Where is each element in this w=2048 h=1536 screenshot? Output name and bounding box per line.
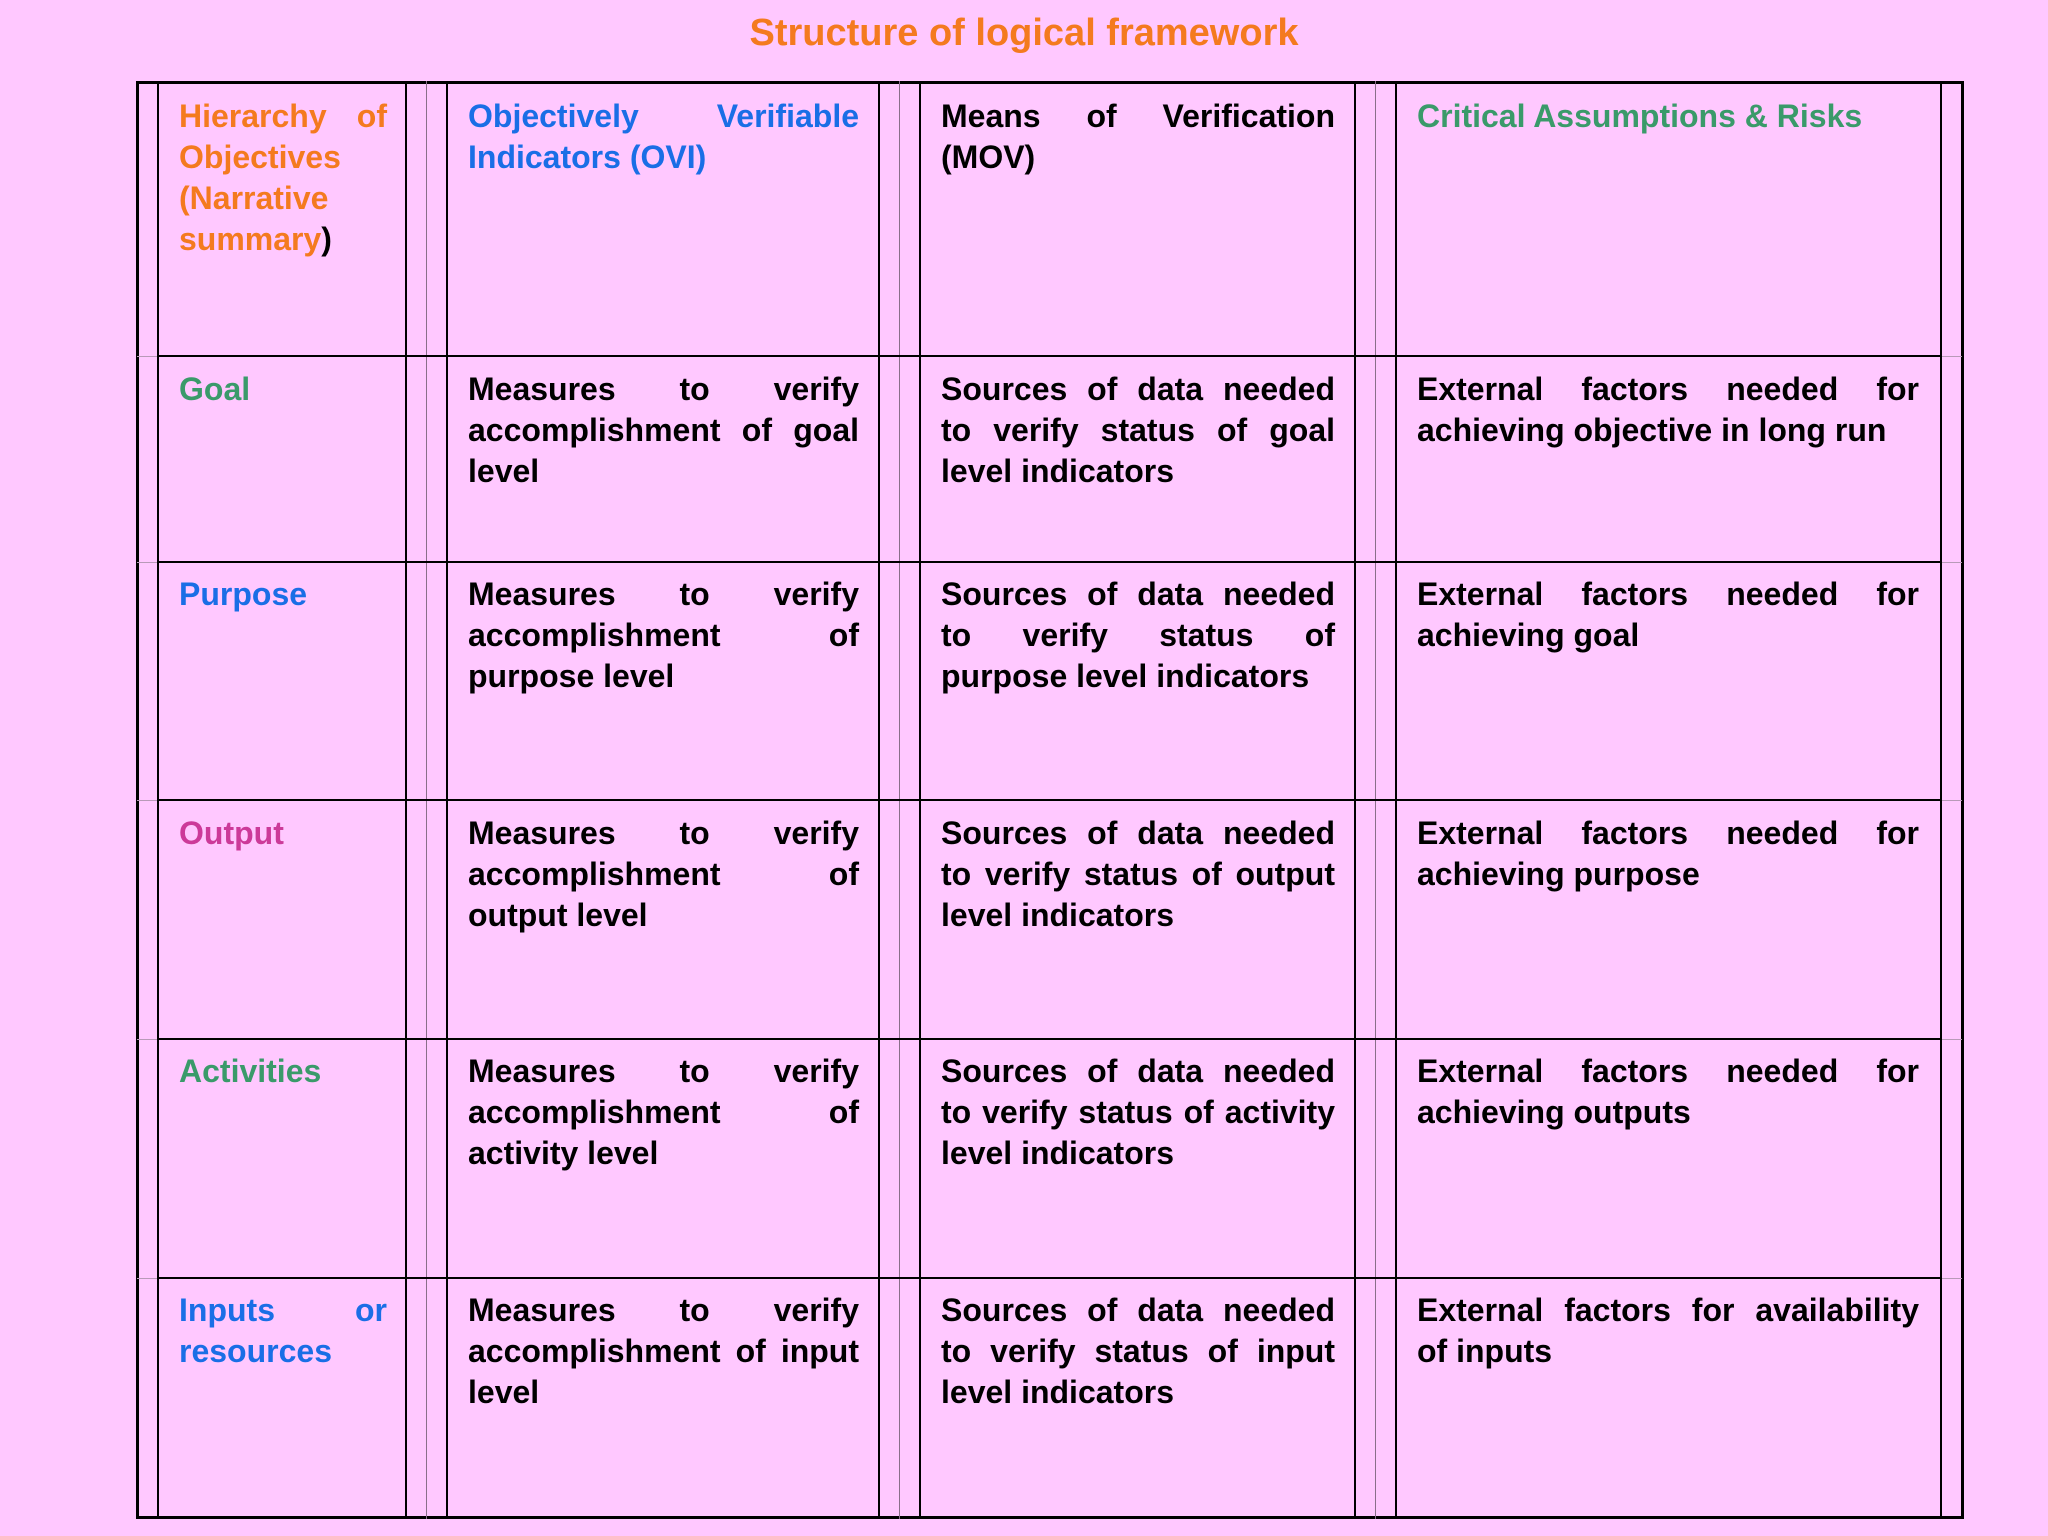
row-label-output: Output bbox=[179, 815, 284, 851]
ovi-inputs: Measures to verify accomplishment of input level bbox=[468, 1292, 859, 1410]
assumptions-goal: External factors needed for achieving objective in long run bbox=[1417, 371, 1919, 448]
row-divider bbox=[137, 562, 157, 563]
header-hierarchy-text: Hierarchy of Objectives (Narrative summary bbox=[179, 98, 387, 257]
row-divider bbox=[157, 1277, 1942, 1279]
header-mov: Means of Verification (MOV) bbox=[941, 98, 1335, 175]
page-title: Structure of logical framework bbox=[749, 12, 1299, 54]
header-ovi: Objectively Verifiable Indicators (OVI) bbox=[468, 98, 859, 175]
row-divider bbox=[157, 1038, 1942, 1040]
mov-activities: Sources of data needed to verify status of activity level indicators bbox=[941, 1053, 1335, 1171]
row-label-inputs: Inputs or resources bbox=[179, 1292, 387, 1369]
mov-goal: Sources of data needed to verify status of goal level indicators bbox=[941, 371, 1335, 489]
assumptions-inputs: External factors for availability of inputs bbox=[1417, 1292, 1919, 1369]
mov-inputs: Sources of data needed to verify status of input level indicators bbox=[941, 1292, 1335, 1410]
header-hierarchy bbox=[179, 96, 387, 260]
ovi-activities: Measures to verify accomplishment of activity level bbox=[468, 1053, 859, 1171]
row-divider bbox=[137, 1039, 157, 1040]
ovi-purpose: Measures to verify accomplishment of purpose level bbox=[468, 576, 859, 694]
assumptions-output: External factors needed for achieving purpose bbox=[1417, 815, 1919, 892]
mov-output: Sources of data needed to verify status of output level indicators bbox=[941, 815, 1335, 933]
row-divider bbox=[1942, 356, 1962, 357]
row-divider bbox=[1942, 1278, 1962, 1279]
row-divider bbox=[157, 355, 1942, 357]
assumptions-activities: External factors needed for achieving outputs bbox=[1417, 1053, 1919, 1130]
assumptions-purpose: External factors needed for achieving goal bbox=[1417, 576, 1919, 653]
header-hierarchy-close: ) bbox=[321, 221, 332, 257]
row-divider bbox=[157, 561, 1942, 563]
mov-purpose: Sources of data needed to verify status of purpose level indicators bbox=[941, 576, 1335, 694]
row-label-purpose: Purpose bbox=[179, 576, 308, 612]
row-divider bbox=[157, 799, 1942, 801]
row-divider bbox=[1942, 800, 1962, 801]
row-divider bbox=[137, 356, 157, 357]
row-divider bbox=[1942, 562, 1962, 563]
ovi-output: Measures to verify accomplishment of output level bbox=[468, 815, 859, 933]
ovi-goal: Measures to verify accomplishment of goal level bbox=[468, 371, 859, 489]
row-divider bbox=[137, 1278, 157, 1279]
header-assumptions: Critical Assumptions & Risks bbox=[1417, 98, 1863, 134]
row-label-goal: Goal bbox=[179, 371, 251, 407]
row-divider bbox=[137, 800, 157, 801]
row-divider bbox=[1942, 1039, 1962, 1040]
row-label-activities: Activities bbox=[179, 1053, 322, 1089]
